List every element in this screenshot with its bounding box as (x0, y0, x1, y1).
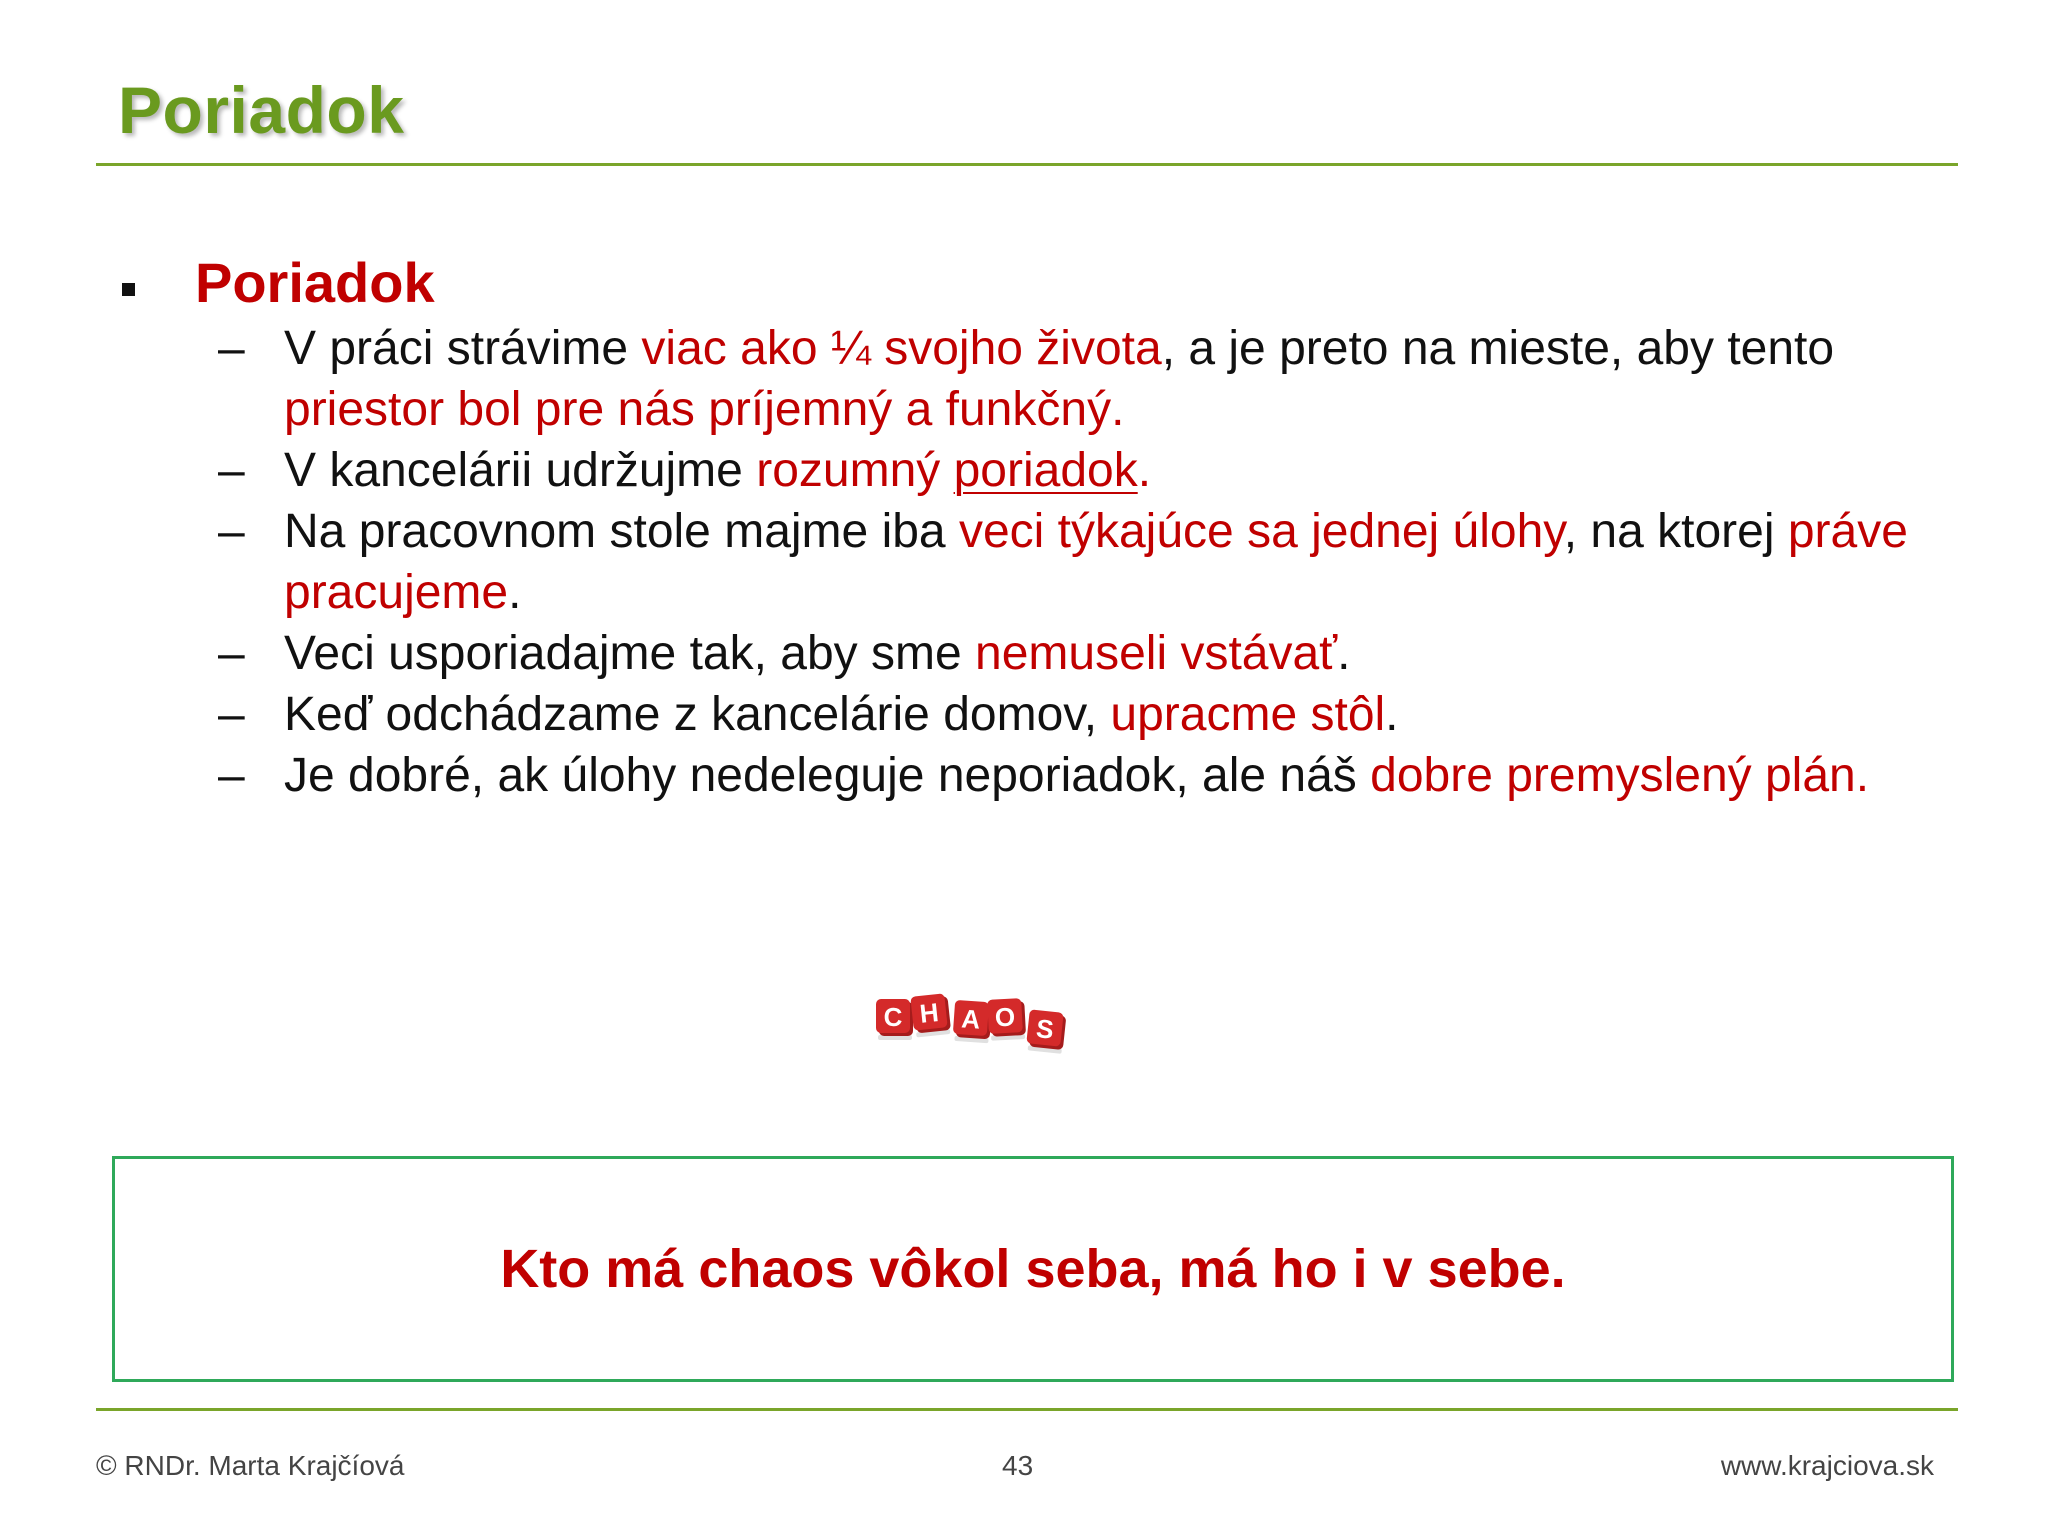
body-text: . (1337, 627, 1351, 680)
cube-letter: A (960, 1003, 982, 1035)
footer-author: © RNDr. Marta Krajčíová (96, 1450, 405, 1481)
dash-bullet-icon: – (218, 688, 245, 741)
body-text: . (508, 566, 522, 619)
dash-bullet-icon: – (218, 505, 245, 558)
slide-title: Poriadok (118, 73, 405, 147)
body-text: Je dobré, ak úlohy nedeleguje neporiadok, ale náš (284, 749, 1371, 802)
footer-page-number: 43 (1002, 1450, 1034, 1481)
letter-cube (987, 998, 1026, 1041)
body-text: Na pracovnom stole majme iba (284, 505, 959, 558)
highlight-text: viac ako ¼ svojho života (641, 322, 1162, 375)
highlight-text: priestor bol pre nás príjemný a funkčný. (284, 383, 1125, 436)
letter-cube (1026, 1009, 1067, 1054)
footer-website: www.krajciova.sk (1720, 1450, 1934, 1481)
body-text: , a je preto na mieste, aby tento (1161, 322, 1835, 375)
body-text: V práci strávime (284, 322, 642, 375)
cube-letter: O (994, 1001, 1016, 1033)
quote-text: Kto má chaos vôkol seba, má ho i v sebe. (500, 1239, 1566, 1299)
bullet-heading: Poriadok (195, 251, 435, 314)
body-text: Keď odchádzame z kancelárie domov, (284, 688, 1111, 741)
dash-bullet-icon: – (218, 322, 245, 375)
highlight-text: . (1137, 444, 1152, 497)
dash-bullet-icon: – (218, 749, 245, 802)
highlight-text: práve pracujeme (284, 505, 1908, 619)
highlight-text: veci týkajúce sa jednej úlohy (958, 505, 1564, 558)
highlight-text: nemuseli vstávať (975, 627, 1338, 680)
square-bullet-icon (122, 283, 135, 296)
chaos-cubes-image (868, 985, 1108, 1060)
cube-letter: C (883, 1002, 903, 1032)
sub-bullet-list (218, 318, 1918, 806)
sub-bullet-item (218, 440, 1918, 501)
main-bullet (122, 250, 435, 315)
body-text: . (1385, 688, 1399, 741)
letter-cube (876, 999, 913, 1040)
cube-letter: H (918, 997, 941, 1029)
title-divider (96, 163, 1958, 166)
dash-bullet-icon: – (218, 444, 245, 497)
letter-cube (952, 1000, 992, 1043)
footer-divider (96, 1408, 1958, 1411)
highlight-text: rozumný (756, 444, 954, 497)
sub-bullet-item (218, 623, 1918, 684)
sub-bullet-item (218, 684, 1918, 745)
underlined-highlight-text: poriadok (953, 444, 1138, 497)
cube-letter: S (1034, 1013, 1056, 1045)
body-text: Veci usporiadajme tak, aby sme (284, 627, 976, 680)
body-text: V kancelárii udržujme (284, 444, 757, 497)
sub-bullet-item (218, 745, 1918, 806)
sub-bullet-item (218, 501, 1918, 623)
sub-bullet-item (218, 318, 1918, 440)
highlight-text: dobre premyslený plán. (1370, 749, 1870, 802)
letter-cube (910, 993, 951, 1038)
quote-box (112, 1156, 1954, 1382)
highlight-text: upracme stôl (1110, 688, 1386, 741)
dash-bullet-icon: – (218, 627, 245, 680)
body-text: , na ktorej (1563, 505, 1788, 558)
